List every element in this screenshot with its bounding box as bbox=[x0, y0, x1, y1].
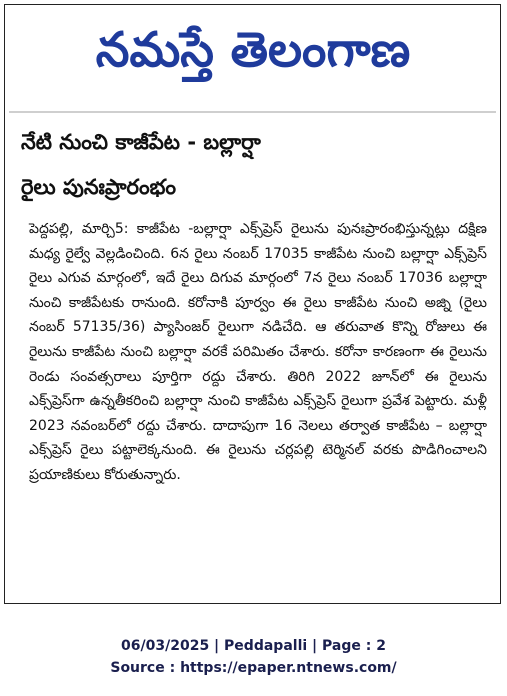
clipping-source-line: Source : https://epaper.ntnews.com/ bbox=[110, 660, 397, 676]
news-clipping-frame bbox=[4, 4, 501, 604]
masthead-title: నమస్తే తెలంగాణ bbox=[95, 22, 410, 78]
article-body: పెద్దపల్లి, మార్చి5: కాజీపేట -బల్లార్షా ఎక్స్‌ప్రెస్ రైలును పునఃప్రారంభిస్తున్నట్లు దక్షిణ మధ్య రైల్వే వెల్లడించింది. 6న రైలు నంబర్ 17035 కాజీపేట నుంచి బల్లార్షా ఎక్స్‌ప్రెస్ రైలు ఎగువ మార్గంలో, ఇదే రైలు దిగువ మార్గంలో 7న రైలు నంబర్ 17036 బల్లార్షా నుంచి కాజీపేటకు రానుంది. కరోనాకి పూర్వం ఈ రైలు కాజీపేట నుంచి అజ్ని (రైలు నంబర్ 57135/36) ప్యాసింజర్ రైలుగా నడిచేది. ఆ తరువాత కొన్ని రోజులు ఈ రైలును కాజీపేట నుంచి బల్లార్షా వరకే పరిమితం చేశారు. కరోనా కారణంగా ఈ రైలును రెండు సంవత్సరాలు పూర్తిగా రద్దు చేశారు. తిరిగి 2022 జూన్‌లో ఈ రైలును ఎక్స్‌ప్రెస్‌గా ఉన్నతీకరించి బల్లార్షా నుంచి కాజీపేట ఎక్స్‌ప్రెస్ రైలుగా ప్రవేశ పెట్టారు. మళ్లీ 2023 నవంబర్‌లో రద్దు చేశారు. దాదాపుగా 16 నెలలు తర్వాత కాజీపేట – బల్లార్షా ఎక్స్‌ప్రెస్ రైలు పట్టాలెక్కనుంది. ఈ రైలును చర్లపల్లి టెర్మినల్ వరకు పొడిగించాలని ప్రయాణికులు కోరుతున్నారు. bbox=[29, 221, 487, 483]
headline-line-2: రైలు పునఃప్రారంభం bbox=[21, 175, 176, 199]
headline-line-1: నేటి నుంచి కాజీపేట - బల్లార్షా bbox=[21, 130, 261, 154]
newspaper-masthead bbox=[5, 5, 500, 91]
clipping-date-line: 06/03/2025 | Peddapalli | Page : 2 bbox=[121, 638, 386, 654]
masthead-divider bbox=[9, 111, 496, 113]
masthead-logo bbox=[43, 10, 463, 86]
